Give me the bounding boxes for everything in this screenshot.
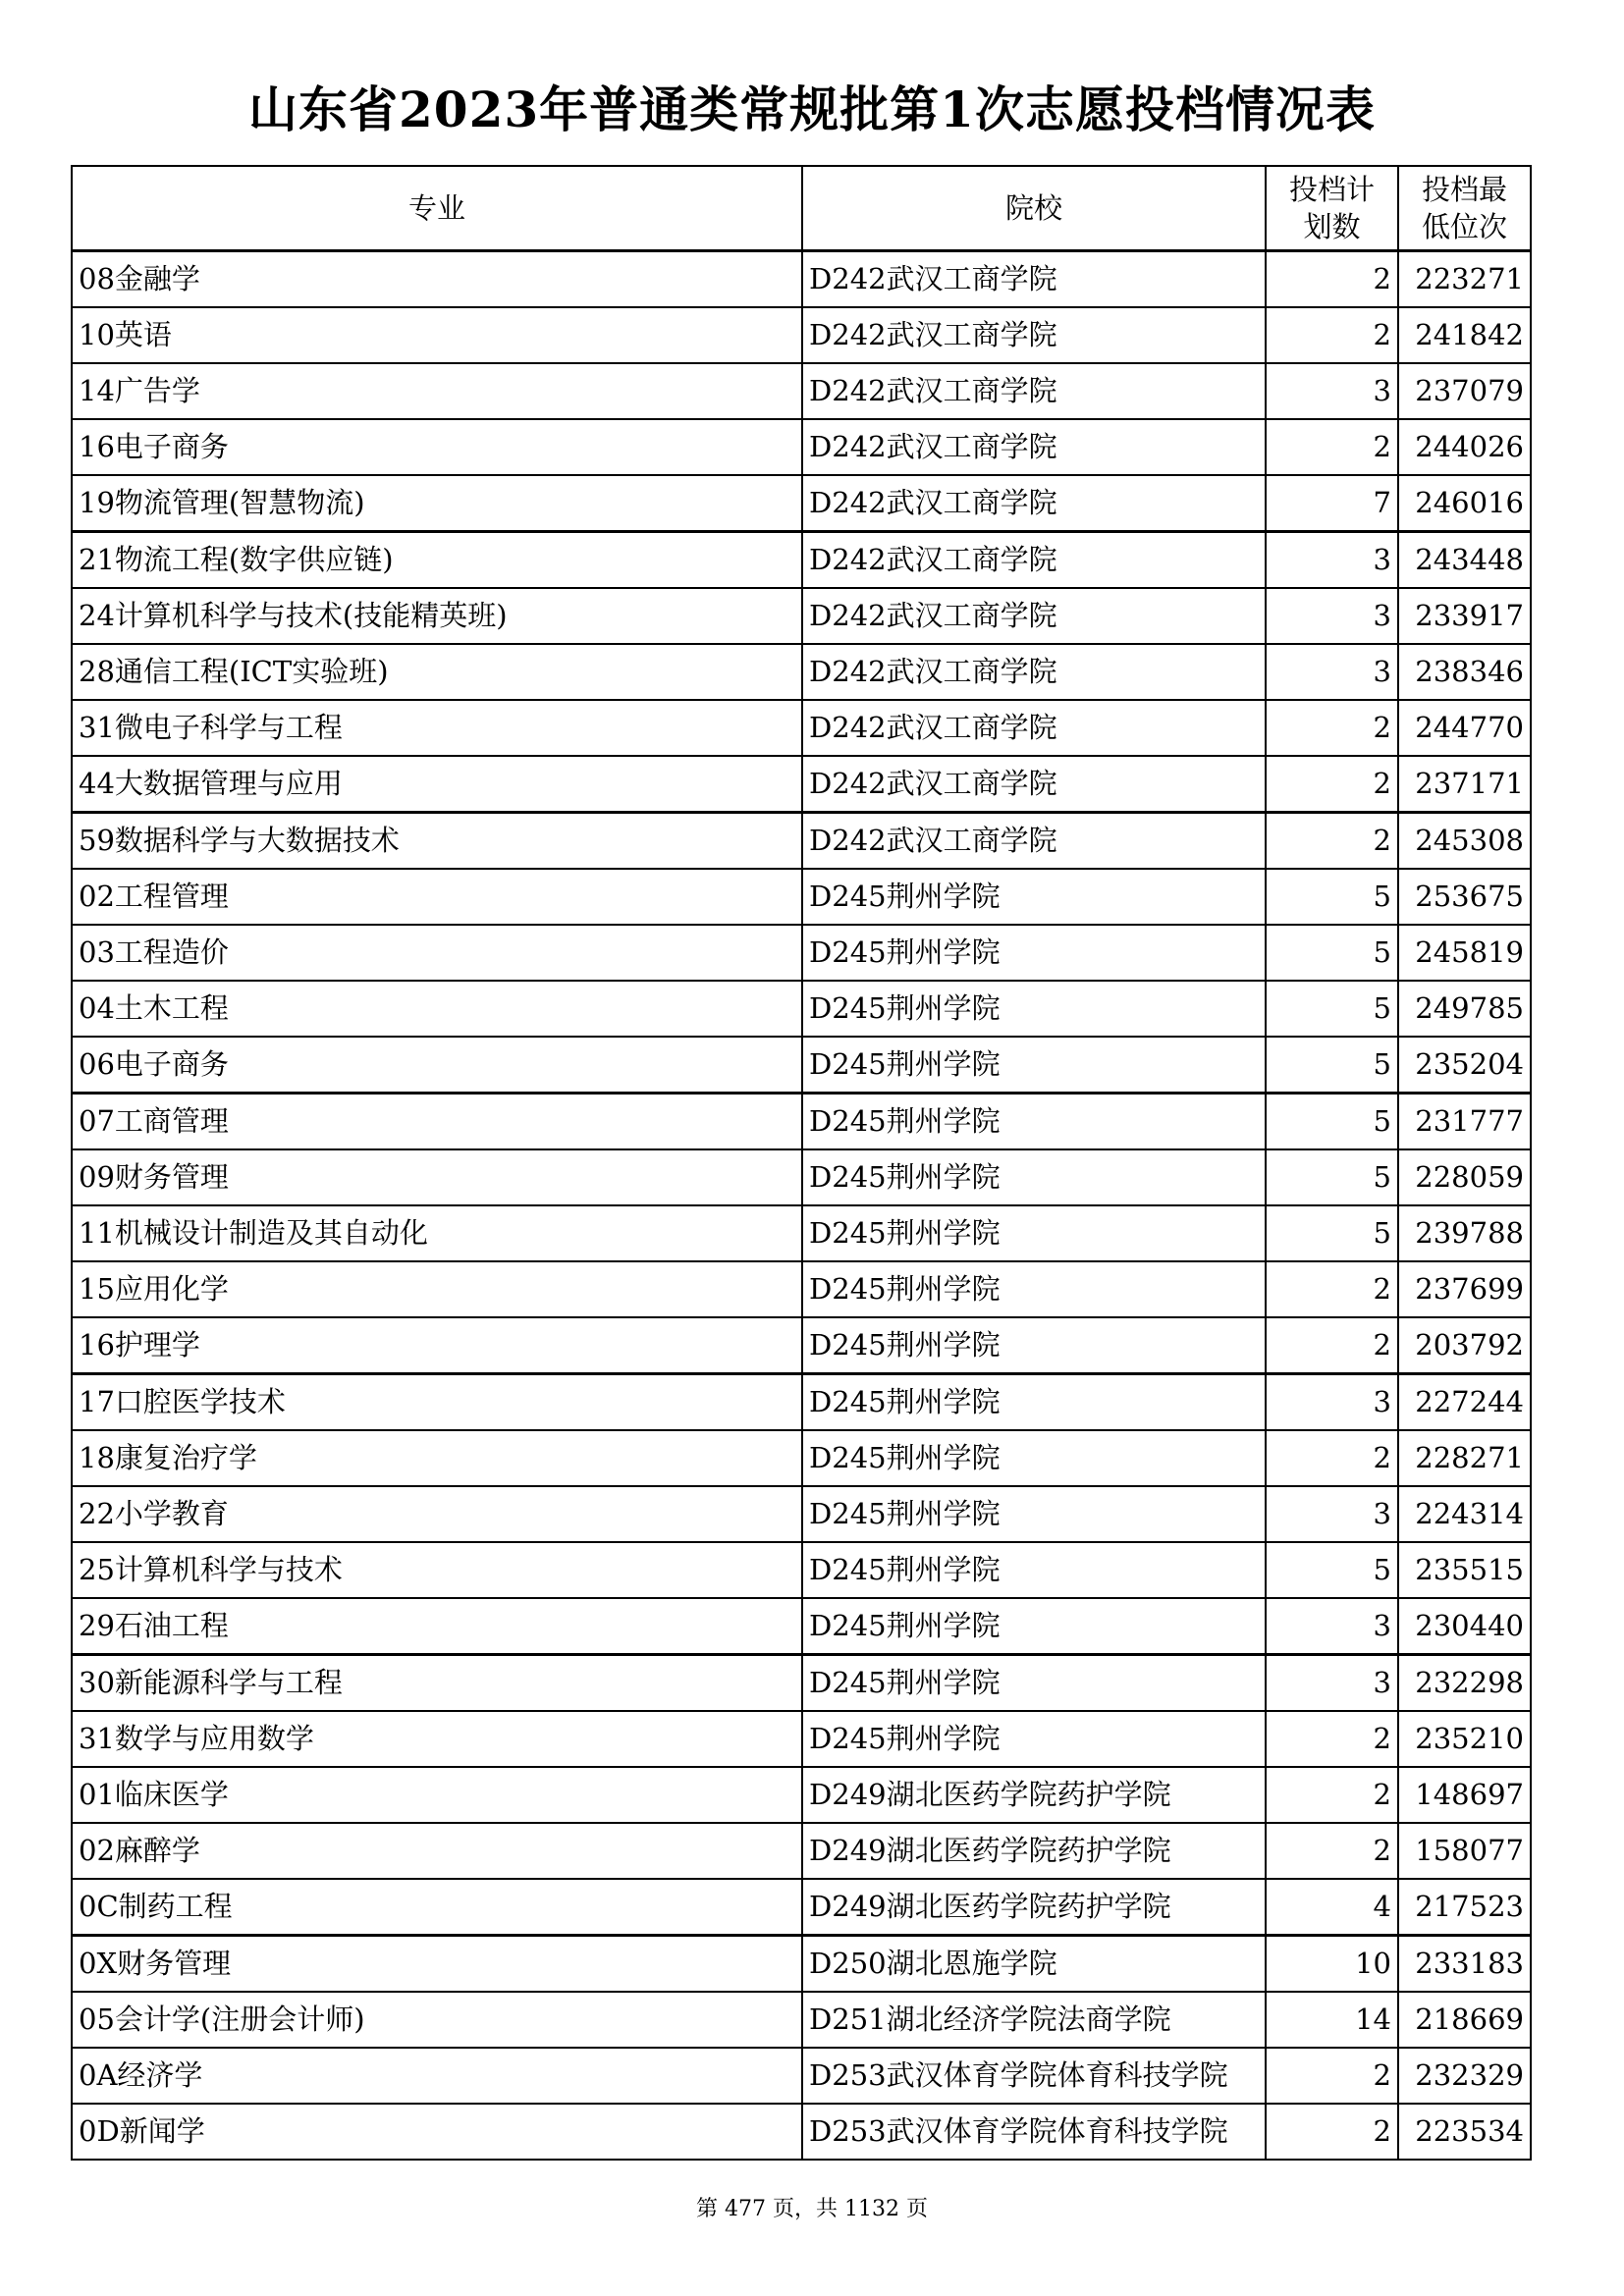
plan-cell: 3 [1266,532,1398,589]
major-cell: 05会计学(注册会计师) [72,1992,802,2048]
plan-cell: 10 [1266,1936,1398,1993]
table-row [72,1430,1531,1486]
rank-cell: 235210 [1398,1711,1531,1767]
school-cell: D245荆州学院 [802,1094,1266,1150]
plan-cell: 2 [1266,1261,1398,1317]
rank-cell: 245819 [1398,925,1531,981]
rank-cell: 217523 [1398,1879,1531,1936]
rank-cell: 233917 [1398,588,1531,644]
major-cell: 15应用化学 [72,1261,802,1317]
rank-cell: 249785 [1398,981,1531,1037]
plan-cell: 5 [1266,1037,1398,1094]
school-cell: D242武汉工商学院 [802,644,1266,700]
school-cell: D245荆州学院 [802,1149,1266,1205]
plan-cell: 2 [1266,419,1398,475]
column-header-plan [1266,166,1398,251]
school-cell: D242武汉工商学院 [802,475,1266,532]
school-cell: D249湖北医药学院药护学院 [802,1823,1266,1879]
plan-cell: 2 [1266,813,1398,870]
column-header-plan-label: 投档计划数 [1288,173,1375,243]
plan-cell: 2 [1266,2104,1398,2160]
plan-cell: 3 [1266,1655,1398,1712]
school-cell: D242武汉工商学院 [802,363,1266,419]
table-row [72,1542,1531,1598]
table-row [72,2104,1531,2160]
table-row [72,1992,1531,2048]
plan-cell: 7 [1266,475,1398,532]
school-cell: D245荆州学院 [802,1655,1266,1712]
table-row [72,925,1531,981]
table-row [72,1094,1531,1150]
plan-cell: 2 [1266,307,1398,363]
major-cell: 0C制药工程 [72,1879,802,1936]
major-cell: 09财务管理 [72,1149,802,1205]
school-cell: D242武汉工商学院 [802,251,1266,308]
major-cell: 0A经济学 [72,2048,802,2104]
table-row [72,588,1531,644]
school-cell: D245荆州学院 [802,1711,1266,1767]
rank-cell: 237171 [1398,756,1531,813]
table-row [72,1598,1531,1655]
major-cell: 18康复治疗学 [72,1430,802,1486]
table-row [72,475,1531,532]
major-cell: 02工程管理 [72,869,802,925]
major-cell: 21物流工程(数字供应链) [72,532,802,589]
table-row [72,1655,1531,1712]
page-footer: 第 477 页，共 1132 页 [696,2197,928,2221]
table-row [72,644,1531,700]
table-body [72,251,1531,2161]
plan-cell: 2 [1266,700,1398,756]
rank-cell: 232298 [1398,1655,1531,1712]
school-cell: D242武汉工商学院 [802,756,1266,813]
rank-cell: 253675 [1398,869,1531,925]
major-cell: 59数据科学与大数据技术 [72,813,802,870]
plan-cell: 2 [1266,1767,1398,1823]
plan-cell: 3 [1266,644,1398,700]
major-cell: 19物流管理(智慧物流) [72,475,802,532]
school-cell: D245荆州学院 [802,1486,1266,1542]
major-cell: 24计算机科学与技术(技能精英班) [72,588,802,644]
major-cell: 25计算机科学与技术 [72,1542,802,1598]
major-cell: 22小学教育 [72,1486,802,1542]
table-row [72,1486,1531,1542]
school-cell: D251湖北经济学院法商学院 [802,1992,1266,2048]
school-cell: D242武汉工商学院 [802,419,1266,475]
table-row [72,813,1531,870]
plan-cell: 5 [1266,981,1398,1037]
table-header-row [72,166,1531,251]
plan-cell: 5 [1266,1205,1398,1261]
rank-cell: 239788 [1398,1205,1531,1261]
table-row [72,532,1531,589]
rank-cell: 203792 [1398,1317,1531,1374]
rank-cell: 235204 [1398,1037,1531,1094]
plan-cell: 3 [1266,1374,1398,1431]
major-cell: 31数学与应用数学 [72,1711,802,1767]
rank-cell: 228271 [1398,1430,1531,1486]
major-cell: 11机械设计制造及其自动化 [72,1205,802,1261]
table-row [72,363,1531,419]
table-row [72,1374,1531,1431]
rank-cell: 237699 [1398,1261,1531,1317]
plan-cell: 5 [1266,869,1398,925]
table-row [72,1261,1531,1317]
page-title: 山东省2023年普通类常规批第1次志愿投档情况表 [248,80,1376,138]
major-cell: 14广告学 [72,363,802,419]
school-cell: D245荆州学院 [802,925,1266,981]
school-cell: D253武汉体育学院体育科技学院 [802,2048,1266,2104]
major-cell: 03工程造价 [72,925,802,981]
plan-cell: 14 [1266,1992,1398,2048]
table-row [72,869,1531,925]
school-cell: D242武汉工商学院 [802,307,1266,363]
admission-table [71,165,1532,2161]
table-row [72,1205,1531,1261]
plan-cell: 4 [1266,1879,1398,1936]
school-cell: D242武汉工商学院 [802,532,1266,589]
major-cell: 31微电子科学与工程 [72,700,802,756]
table-row [72,2048,1531,2104]
rank-cell: 227244 [1398,1374,1531,1431]
major-cell: 02麻醉学 [72,1823,802,1879]
table-row [72,1317,1531,1374]
table-row [72,1936,1531,1993]
column-header-rank-label: 投档最低位次 [1421,173,1507,243]
school-cell: D245荆州学院 [802,1317,1266,1374]
table-row [72,419,1531,475]
rank-cell: 224314 [1398,1486,1531,1542]
rank-cell: 237079 [1398,363,1531,419]
school-cell: D245荆州学院 [802,1430,1266,1486]
school-cell: D242武汉工商学院 [802,588,1266,644]
plan-cell: 2 [1266,1430,1398,1486]
rank-cell: 245308 [1398,813,1531,870]
plan-cell: 5 [1266,1094,1398,1150]
school-cell: D253武汉体育学院体育科技学院 [802,2104,1266,2160]
major-cell: 10英语 [72,307,802,363]
plan-cell: 3 [1266,588,1398,644]
plan-cell: 2 [1266,251,1398,308]
rank-cell: 243448 [1398,532,1531,589]
rank-cell: 218669 [1398,1992,1531,2048]
plan-cell: 2 [1266,1823,1398,1879]
rank-cell: 231777 [1398,1094,1531,1150]
rank-cell: 241842 [1398,307,1531,363]
school-cell: D242武汉工商学院 [802,700,1266,756]
plan-cell: 5 [1266,1542,1398,1598]
school-cell: D242武汉工商学院 [802,813,1266,870]
rank-cell: 228059 [1398,1149,1531,1205]
rank-cell: 230440 [1398,1598,1531,1655]
major-cell: 0D新闻学 [72,2104,802,2160]
table-row [72,1037,1531,1094]
plan-cell: 3 [1266,1486,1398,1542]
table-row [72,756,1531,813]
rank-cell: 223271 [1398,251,1531,308]
rank-cell: 232329 [1398,2048,1531,2104]
table-row [72,700,1531,756]
table-row [72,1879,1531,1936]
major-cell: 04土木工程 [72,981,802,1037]
school-cell: D250湖北恩施学院 [802,1936,1266,1993]
major-cell: 28通信工程(ICT实验班) [72,644,802,700]
plan-cell: 5 [1266,925,1398,981]
column-header-rank [1398,166,1531,251]
table-row [72,1711,1531,1767]
school-cell: D249湖北医药学院药护学院 [802,1879,1266,1936]
major-cell: 16电子商务 [72,419,802,475]
rank-cell: 244770 [1398,700,1531,756]
rank-cell: 148697 [1398,1767,1531,1823]
major-cell: 08金融学 [72,251,802,308]
table-row [72,251,1531,308]
major-cell: 01临床医学 [72,1767,802,1823]
plan-cell: 2 [1266,1317,1398,1374]
table-row [72,1149,1531,1205]
school-cell: D245荆州学院 [802,1374,1266,1431]
major-cell: 07工商管理 [72,1094,802,1150]
major-cell: 06电子商务 [72,1037,802,1094]
rank-cell: 235515 [1398,1542,1531,1598]
major-cell: 0X财务管理 [72,1936,802,1993]
rank-cell: 158077 [1398,1823,1531,1879]
school-cell: D245荆州学院 [802,1542,1266,1598]
rank-cell: 233183 [1398,1936,1531,1993]
table-row [72,981,1531,1037]
rank-cell: 238346 [1398,644,1531,700]
plan-cell: 2 [1266,2048,1398,2104]
plan-cell: 2 [1266,756,1398,813]
major-cell: 17口腔医学技术 [72,1374,802,1431]
table-row [72,1767,1531,1823]
school-cell: D245荆州学院 [802,981,1266,1037]
school-cell: D245荆州学院 [802,1261,1266,1317]
school-cell: D245荆州学院 [802,1598,1266,1655]
major-cell: 30新能源科学与工程 [72,1655,802,1712]
school-cell: D245荆州学院 [802,1205,1266,1261]
school-cell: D245荆州学院 [802,1037,1266,1094]
plan-cell: 3 [1266,363,1398,419]
rank-cell: 244026 [1398,419,1531,475]
table-row [72,307,1531,363]
plan-cell: 5 [1266,1149,1398,1205]
major-cell: 16护理学 [72,1317,802,1374]
plan-cell: 2 [1266,1711,1398,1767]
plan-cell: 3 [1266,1598,1398,1655]
school-cell: D249湖北医药学院药护学院 [802,1767,1266,1823]
rank-cell: 223534 [1398,2104,1531,2160]
school-cell: D245荆州学院 [802,869,1266,925]
rank-cell: 246016 [1398,475,1531,532]
table-row [72,1823,1531,1879]
column-header-school: 院校 [802,166,1266,251]
major-cell: 29石油工程 [72,1598,802,1655]
major-cell: 44大数据管理与应用 [72,756,802,813]
column-header-major: 专业 [72,166,802,251]
